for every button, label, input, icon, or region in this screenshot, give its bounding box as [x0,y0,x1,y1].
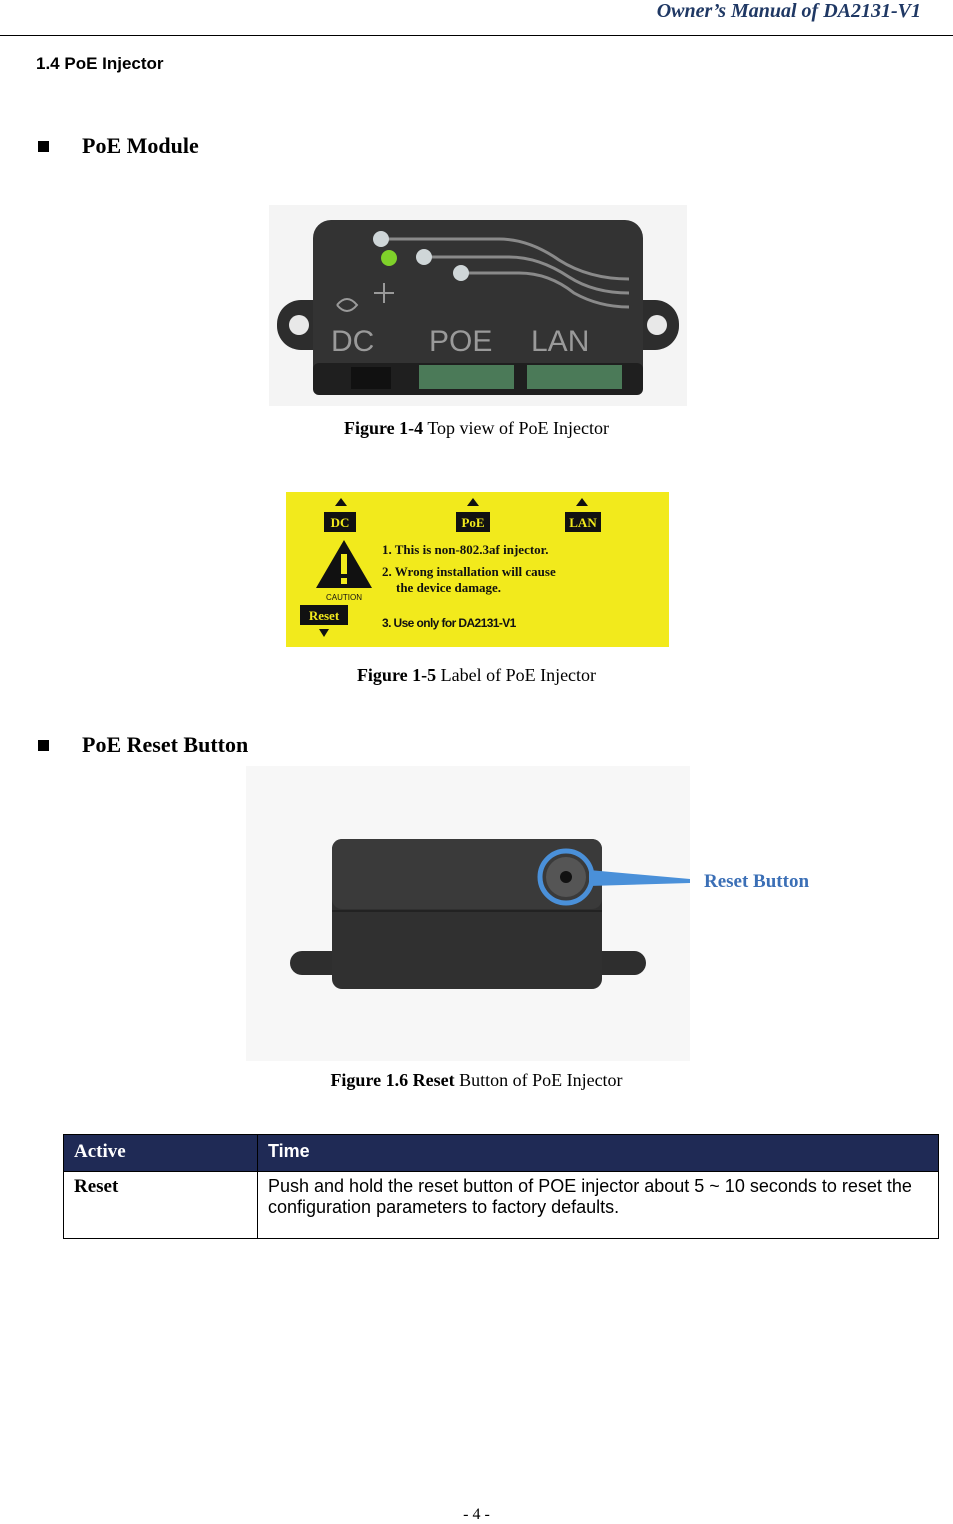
section-heading: 1.4 PoE Injector [36,54,164,73]
label-line-3: 3. Use only for DA2131-V1 [382,616,516,630]
table-header-row [64,1135,939,1172]
square-bullet-icon [38,141,49,152]
label-line-2a: 2. Wrong installation will cause [382,564,556,579]
figure-1-4-caption-number: Figure 1-4 [343,418,424,438]
figure-1-6-caption-number: Figure 1.6 Reset [330,1070,455,1090]
poe-reset-heading [38,732,248,758]
page-number: - 4 - [463,1506,490,1523]
table-header-time: Time [258,1135,939,1172]
device-label-dc: DC [331,325,375,358]
poe-injector-reset-view-image [246,766,690,1061]
label-dc: DC [330,515,350,530]
poe-module-heading-text: PoE Module [82,133,199,158]
reset-info-table [63,1134,939,1239]
poe-reset-heading-text: PoE Reset Button [82,732,249,757]
device-label-lan: LAN [531,325,590,358]
label-lan: LAN [569,515,597,530]
header-divider [0,35,953,36]
figure-1-5-caption-text: Label of PoE Injector [436,665,597,685]
label-caution: CAUTION [326,593,362,602]
figure-1-4-caption-text: Top view of PoE Injector [423,418,610,438]
poe-injector-label-image [286,492,669,647]
poe-module-heading [38,133,199,159]
device-label-poe: POE [429,325,493,358]
label-line-1: 1. This is non-802.3af injector. [382,542,549,557]
label-reset: Reset [308,608,340,623]
table-cell-active: Reset [64,1172,258,1239]
table-header-active: Active [64,1135,258,1172]
figure-1-5-caption-number: Figure 1-5 [356,665,437,685]
figure-1-4-caption [0,418,953,439]
square-bullet-icon [38,740,49,751]
label-poe: PoE [461,515,485,530]
reset-button-callout: Reset Button [704,871,810,892]
label-line-2b: the device damage. [396,580,502,595]
poe-injector-top-view-image [269,205,687,406]
figure-1-5-caption [0,665,953,686]
figure-1-6-caption-text: Button of PoE Injector [454,1070,623,1090]
table-row [64,1172,939,1239]
figure-1-6-caption [0,1070,953,1091]
header-title: Owner’s Manual of DA2131-V1 [656,0,921,22]
table-cell-time: Push and hold the reset button of POE injector about 5 ~ 10 seconds to reset the configuration parameters to factory defaults. [258,1172,939,1239]
